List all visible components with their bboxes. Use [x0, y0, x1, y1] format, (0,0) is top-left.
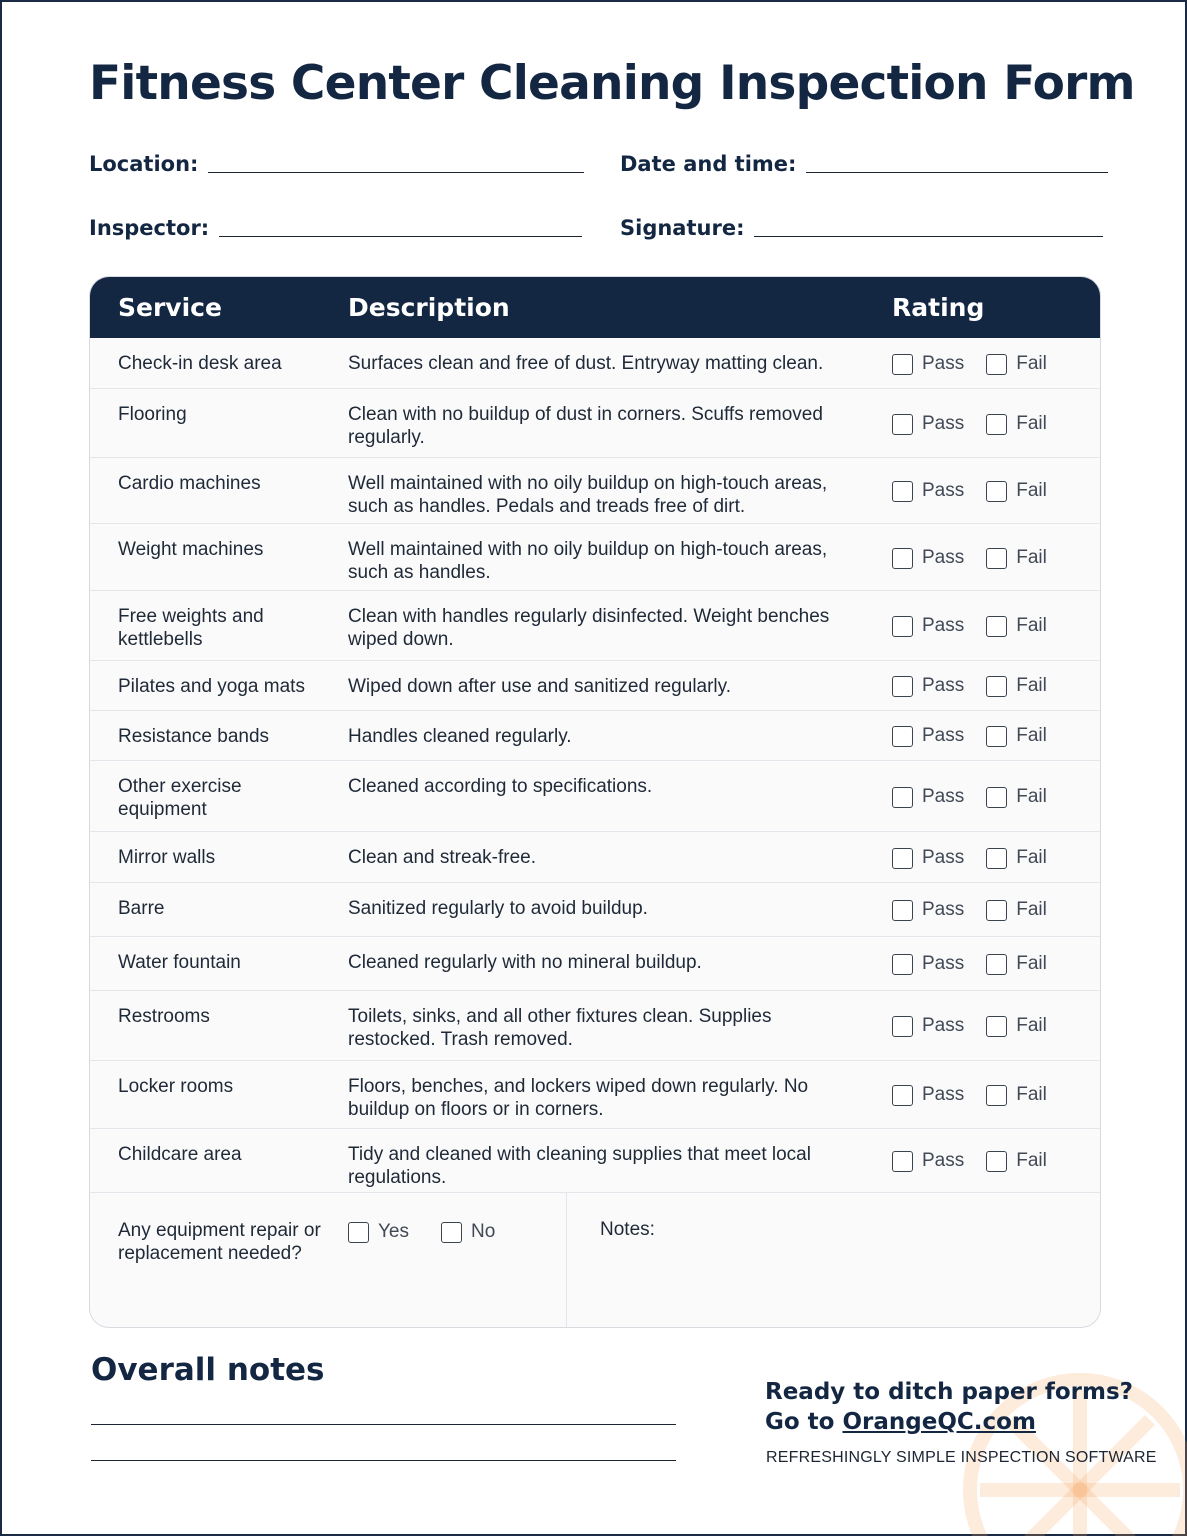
header-service: Service: [118, 293, 222, 322]
fail-option[interactable]: [986, 615, 1047, 637]
fail-label: Fail: [1016, 353, 1047, 374]
fail-label: Fail: [1016, 899, 1047, 920]
rating-cell: [892, 725, 1047, 747]
fail-checkbox[interactable]: [986, 616, 1007, 637]
service-cell: Cardio machines: [118, 473, 261, 494]
table-row: [90, 661, 1100, 711]
service-cell: Locker rooms: [118, 1076, 234, 1097]
pass-label: Pass: [922, 899, 965, 920]
header-description: Description: [348, 293, 510, 322]
table-row: [90, 761, 1100, 832]
fail-checkbox[interactable]: [986, 414, 1007, 435]
fail-checkbox[interactable]: [986, 1016, 1007, 1037]
rating-cell: [892, 1084, 1047, 1106]
fail-option[interactable]: [986, 725, 1047, 747]
rating-cell: [892, 786, 1047, 808]
description-cell: Clean with handles regularly disinfected. Weight benches wiped down.: [348, 606, 830, 650]
signature-input-line[interactable]: [754, 236, 1103, 237]
description-cell: Cleaned regularly with no mineral buildup.: [348, 952, 702, 973]
pass-checkbox[interactable]: [892, 481, 913, 502]
service-cell: Check-in desk area: [118, 353, 282, 374]
pass-label: Pass: [922, 1084, 965, 1105]
rating-cell: [892, 899, 1047, 921]
fail-option[interactable]: [986, 953, 1047, 975]
signature-field[interactable]: [620, 216, 1103, 240]
location-input-line[interactable]: [208, 172, 584, 173]
description-cell: Toilets, sinks, and all other fixtures clean. Supplies restocked. Trash removed.: [348, 1006, 772, 1050]
repair-divider: [566, 1193, 567, 1328]
description-cell: Clean and streak-free.: [348, 847, 536, 868]
pass-checkbox[interactable]: [892, 548, 913, 569]
promo-headline: Ready to ditch paper forms?: [765, 1379, 1133, 1405]
rating-cell: [892, 847, 1047, 869]
pass-checkbox[interactable]: [892, 676, 913, 697]
fail-checkbox[interactable]: [986, 1085, 1007, 1106]
pass-checkbox[interactable]: [892, 787, 913, 808]
fail-label: Fail: [1016, 675, 1047, 696]
inspection-table: [89, 276, 1101, 1328]
fail-checkbox[interactable]: [986, 954, 1007, 975]
fail-label: Fail: [1016, 1015, 1047, 1036]
pass-label: Pass: [922, 547, 965, 568]
service-cell: Free weights and kettlebells: [118, 606, 264, 650]
location-field[interactable]: [89, 152, 584, 176]
inspector-field[interactable]: [89, 216, 582, 240]
repair-yes-label: Yes: [378, 1221, 409, 1242]
description-cell: Wiped down after use and sanitized regularly.: [348, 676, 732, 697]
description-cell: Floors, benches, and lockers wiped down regularly. No buildup on floors or in corners.: [348, 1076, 809, 1120]
promo-cta: [765, 1407, 1133, 1437]
fail-option[interactable]: [986, 1150, 1047, 1172]
description-cell: Cleaned according to specifications.: [348, 776, 653, 797]
date-time-field[interactable]: [620, 152, 1108, 176]
pass-label: Pass: [922, 675, 965, 696]
fail-option[interactable]: [986, 675, 1047, 697]
header-rating: Rating: [892, 293, 985, 322]
fail-option[interactable]: [986, 480, 1047, 502]
description-cell: Clean with no buildup of dust in corners. Scuffs removed regularly.: [348, 404, 823, 448]
rating-cell: [892, 675, 1047, 697]
rating-cell: [892, 480, 1047, 502]
pass-label: Pass: [922, 953, 965, 974]
service-cell: Childcare area: [118, 1144, 242, 1165]
inspector-input-line[interactable]: [219, 236, 582, 237]
pass-label: Pass: [922, 615, 965, 636]
service-cell: Barre: [118, 898, 165, 919]
fail-option[interactable]: [986, 786, 1047, 808]
service-cell: Weight machines: [118, 539, 264, 560]
fail-checkbox[interactable]: [986, 548, 1007, 569]
pass-label: Pass: [922, 725, 965, 746]
fail-checkbox[interactable]: [986, 726, 1007, 747]
promo-tagline: REFRESHINGLY SIMPLE INSPECTION SOFTWARE: [766, 1449, 1157, 1466]
fail-checkbox[interactable]: [986, 354, 1007, 375]
service-cell: Mirror walls: [118, 847, 216, 868]
promo-block: [765, 1377, 1133, 1437]
table-row: [90, 1129, 1100, 1193]
inspector-label: Inspector:: [89, 216, 210, 240]
pass-checkbox[interactable]: [892, 1085, 913, 1106]
pass-label: Pass: [922, 847, 965, 868]
fail-option[interactable]: [986, 1084, 1047, 1106]
fail-option[interactable]: [986, 547, 1047, 569]
rating-cell: [892, 1015, 1047, 1037]
pass-checkbox[interactable]: [892, 900, 913, 921]
description-cell: Sanitized regularly to avoid buildup.: [348, 898, 648, 919]
overall-notes-line-1[interactable]: [91, 1424, 676, 1425]
table-row: [90, 338, 1100, 389]
fail-checkbox[interactable]: [986, 848, 1007, 869]
pass-label: Pass: [922, 480, 965, 501]
pass-label: Pass: [922, 786, 965, 807]
pass-label: Pass: [922, 353, 965, 374]
fail-label: Fail: [1016, 1150, 1047, 1171]
signature-label: Signature:: [620, 216, 745, 240]
rating-cell: [892, 353, 1047, 375]
repair-no-label: No: [471, 1221, 496, 1242]
service-cell: Flooring: [118, 404, 187, 425]
table-row: [90, 883, 1100, 937]
fail-checkbox[interactable]: [986, 787, 1007, 808]
repair-question: Any equipment repair or replacement needed?: [118, 1220, 321, 1264]
description-cell: Surfaces clean and free of dust. Entryway matting clean.: [348, 353, 824, 374]
pass-label: Pass: [922, 1150, 965, 1171]
table-row: [90, 591, 1100, 661]
rating-cell: [892, 547, 1047, 569]
pass-checkbox[interactable]: [892, 414, 913, 435]
description-cell: Handles cleaned regularly.: [348, 726, 572, 747]
fail-option[interactable]: [986, 1015, 1047, 1037]
promo-link[interactable]: OrangeQC.com: [842, 1409, 1036, 1435]
service-cell: Water fountain: [118, 952, 241, 973]
rating-cell: [892, 615, 1047, 637]
fail-label: Fail: [1016, 725, 1047, 746]
location-label: Location:: [89, 152, 199, 176]
table-row: [90, 389, 1100, 458]
overall-notes-line-2[interactable]: [91, 1460, 676, 1461]
overall-notes-title: Overall notes: [91, 1352, 325, 1388]
pass-checkbox[interactable]: [892, 848, 913, 869]
description-cell: Well maintained with no oily buildup on high-touch areas, such as handles.: [348, 539, 828, 583]
repair-no-option[interactable]: [441, 1221, 495, 1243]
fail-checkbox[interactable]: [986, 481, 1007, 502]
rating-cell: [892, 413, 1047, 435]
fail-checkbox[interactable]: [986, 900, 1007, 921]
pass-label: Pass: [922, 1015, 965, 1036]
pass-label: Pass: [922, 413, 965, 434]
table-row: [90, 991, 1100, 1061]
repair-no-checkbox[interactable]: [441, 1222, 462, 1243]
service-cell: Restrooms: [118, 1006, 210, 1027]
service-cell: Resistance bands: [118, 726, 270, 747]
fail-checkbox[interactable]: [986, 1151, 1007, 1172]
date-time-label: Date and time:: [620, 152, 797, 176]
pass-checkbox[interactable]: [892, 1151, 913, 1172]
table-header: [90, 277, 1100, 338]
fail-label: Fail: [1016, 1084, 1047, 1105]
table-row: [90, 937, 1100, 991]
pass-checkbox[interactable]: [892, 616, 913, 637]
table-row: [90, 1061, 1100, 1129]
repair-section: [90, 1193, 1100, 1328]
fail-label: Fail: [1016, 786, 1047, 807]
fail-label: Fail: [1016, 847, 1047, 868]
fail-label: Fail: [1016, 480, 1047, 501]
fail-option[interactable]: [986, 847, 1047, 869]
fail-label: Fail: [1016, 413, 1047, 434]
repair-yes-checkbox[interactable]: [348, 1222, 369, 1243]
page-title: Fitness Center Cleaning Inspection Form: [89, 56, 1135, 111]
table-row: [90, 458, 1100, 524]
pass-checkbox[interactable]: [892, 354, 913, 375]
promo-cta-prefix: Go to: [765, 1409, 843, 1435]
table-row: [90, 711, 1100, 761]
notes-label: Notes:: [600, 1219, 655, 1240]
table-row: [90, 832, 1100, 883]
rating-cell: [892, 1150, 1047, 1172]
fail-label: Fail: [1016, 615, 1047, 636]
pass-checkbox[interactable]: [892, 726, 913, 747]
date-time-input-line[interactable]: [806, 172, 1108, 173]
rating-cell: [892, 953, 1047, 975]
fail-option[interactable]: [986, 353, 1047, 375]
pass-checkbox[interactable]: [892, 1016, 913, 1037]
fail-option[interactable]: [986, 899, 1047, 921]
description-cell: Well maintained with no oily buildup on high-touch areas, such as handles. Pedals and treads free of dirt.: [348, 473, 828, 517]
table-row: [90, 524, 1100, 591]
description-cell: Tidy and cleaned with cleaning supplies that meet local regulations.: [348, 1144, 811, 1188]
repair-yes-option[interactable]: [348, 1221, 409, 1243]
pass-checkbox[interactable]: [892, 954, 913, 975]
fail-checkbox[interactable]: [986, 676, 1007, 697]
fail-option[interactable]: [986, 413, 1047, 435]
fail-label: Fail: [1016, 953, 1047, 974]
service-cell: Pilates and yoga mats: [118, 676, 305, 697]
fail-label: Fail: [1016, 547, 1047, 568]
service-cell: Other exercise equipment: [118, 776, 242, 820]
